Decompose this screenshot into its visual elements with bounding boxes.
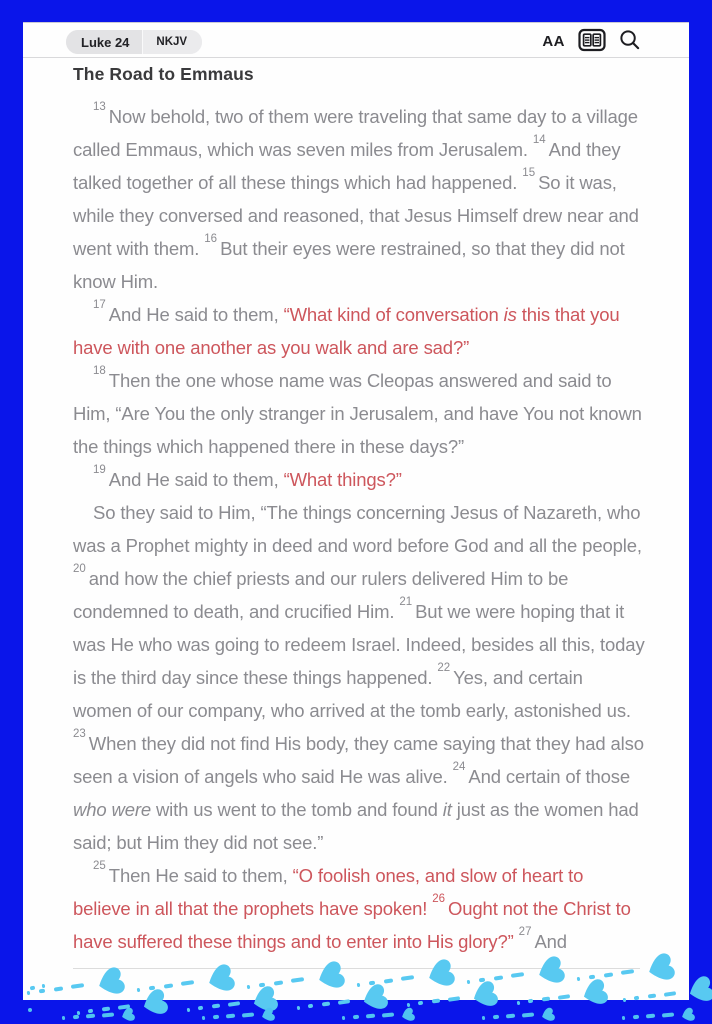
heart-icon	[538, 1005, 558, 1024]
dash-trail	[88, 1009, 94, 1014]
heart-icon	[118, 1005, 138, 1024]
red-letter-text: “O foolish ones, and slow of heart to believe in all that the prophets have spoken!	[73, 865, 584, 919]
verse-number: 26	[432, 892, 446, 905]
dash-trail	[662, 1012, 674, 1017]
verse-number: 21	[399, 595, 413, 608]
reader-header	[23, 23, 689, 58]
verse-text: And He said to them,	[108, 469, 284, 490]
dash-trail	[28, 1008, 32, 1012]
font-settings-button[interactable]: AA	[542, 28, 565, 54]
verse-paragraph[interactable]	[73, 100, 645, 298]
red-letter-text: Ought not the Christ to have suffered these things and to enter into His glory?”	[73, 898, 631, 952]
dash-trail	[86, 1014, 95, 1018]
verse-number: 25	[93, 859, 106, 872]
dash-trail	[213, 1015, 219, 1019]
verse-text: But their eyes were restrained, so that they did not know Him.	[73, 238, 625, 292]
dash-trail	[342, 1016, 345, 1020]
verse-text: Yes, and certain women of our company, who arrived at the tomb early, astonished us.	[73, 667, 631, 721]
dash-trail	[308, 1004, 314, 1009]
dash-trail	[493, 1015, 499, 1019]
scripture-text	[73, 100, 645, 960]
book-chapter-button[interactable]: Luke 24	[66, 30, 142, 54]
passage-heading: The Road to Emmaus	[73, 64, 254, 84]
verse-number: 18	[93, 364, 106, 377]
dash-trail	[228, 1001, 240, 1007]
dash-trail	[506, 1014, 515, 1018]
heart-icon	[678, 1005, 698, 1024]
bible-reader-page	[23, 22, 689, 1000]
dash-trail	[102, 1012, 114, 1017]
verse-text: Then the one whose name was Cleopas answered and said to Him, “Are You the only stranger in Jerusalem, and have You not known the things which happened there in these days?”	[73, 370, 642, 457]
verse-text: Then He said to them,	[108, 865, 293, 886]
dash-trail	[202, 1016, 205, 1020]
dash-trail	[407, 1003, 411, 1007]
heart-icon	[398, 1005, 418, 1024]
dash-trail	[77, 1011, 81, 1015]
faded-text-line	[73, 968, 640, 969]
dash-trail	[62, 1016, 65, 1020]
red-letter-text: “What kind of conversation	[283, 304, 504, 325]
red-letter-text: is	[503, 304, 517, 325]
verse-text: But we were hoping that it was He who was going to redeem Israel. Indeed, besides all this, today is the third day since these things happened.	[73, 601, 645, 688]
verse-text: So it was, while they conversed and reasoned, that Jesus Himself drew near and went with them.	[73, 172, 639, 259]
verse-number: 23	[73, 727, 86, 740]
verse-text: and how the chief priests and our rulers delivered Him to be condemned to death, and crucified Him.	[73, 568, 569, 622]
verse-text: And certain of those	[468, 766, 630, 787]
verse-text: Now behold, two of them were traveling that same day to a village called Emmaus, which was seven miles from Jerusalem.	[73, 106, 638, 160]
dash-trail	[297, 1006, 301, 1010]
dash-trail	[353, 1015, 359, 1019]
dash-trail	[418, 1001, 424, 1006]
red-letter-text: this that you have with one another as you walk and are sad?”	[73, 304, 620, 358]
verse-text: with us went to the tomb and found	[150, 799, 443, 820]
verse-number: 22	[437, 661, 451, 674]
verse-paragraph[interactable]	[73, 496, 645, 859]
verse-number: 19	[93, 463, 106, 476]
dash-trail	[338, 999, 350, 1005]
dash-trail	[622, 1016, 625, 1020]
translation-button[interactable]: NKJV	[143, 30, 202, 54]
verse-number: 24	[452, 760, 466, 773]
dash-trail	[517, 1001, 521, 1005]
dash-trail	[482, 1016, 485, 1020]
dash-trail	[382, 1012, 394, 1017]
verse-text: So they said to Him, “The things concerning Jesus of Nazareth, who was a Prophet mighty in deed and word before God and all the people,	[73, 502, 642, 556]
dash-trail	[322, 1001, 330, 1006]
heart-icon	[258, 1005, 278, 1024]
dash-trail	[522, 1012, 534, 1017]
verse-number: 15	[522, 166, 536, 179]
dash-trail	[212, 1003, 220, 1008]
search-icon	[619, 29, 640, 53]
dash-trail	[102, 1006, 110, 1011]
dash-trail	[226, 1014, 235, 1018]
header-actions	[542, 28, 640, 54]
reference-pill[interactable]	[66, 30, 202, 54]
verse-paragraph[interactable]	[73, 364, 645, 463]
verse-text: just as the women had said; but Him they did not see.”	[73, 799, 639, 853]
verse-number: 20	[73, 562, 86, 575]
search-button[interactable]	[619, 28, 640, 54]
verse-paragraph[interactable]	[73, 298, 645, 364]
dash-trail	[366, 1014, 375, 1018]
verse-paragraph[interactable]	[73, 859, 645, 958]
dash-trail	[242, 1012, 254, 1017]
dash-trail	[73, 1015, 79, 1019]
dash-trail	[187, 1008, 191, 1012]
verse-paragraph[interactable]	[73, 463, 645, 496]
verse-number: 13	[93, 100, 106, 113]
dash-trail	[633, 1015, 639, 1019]
verse-text: And they talked together of all these things which had happened.	[73, 139, 621, 193]
reader-settings-button[interactable]	[578, 28, 606, 54]
verse-number: 16	[204, 232, 218, 245]
verse-number: 14	[532, 133, 546, 146]
verse-text: And	[534, 931, 567, 952]
verse-text: When they did not find His body, they came saying that they had also seen a vision of angels who said He was alive.	[73, 733, 644, 787]
red-letter-text: “What things?”	[283, 469, 402, 490]
open-book-icon	[578, 28, 606, 55]
verse-number: 17	[93, 298, 106, 311]
verse-text: who were	[73, 799, 151, 820]
dash-trail	[646, 1014, 655, 1018]
verse-number: 27	[518, 925, 532, 938]
verse-text: it	[442, 799, 452, 820]
verse-text: And He said to them,	[108, 304, 284, 325]
dash-trail	[198, 1006, 204, 1011]
dash-trail	[118, 1004, 130, 1010]
